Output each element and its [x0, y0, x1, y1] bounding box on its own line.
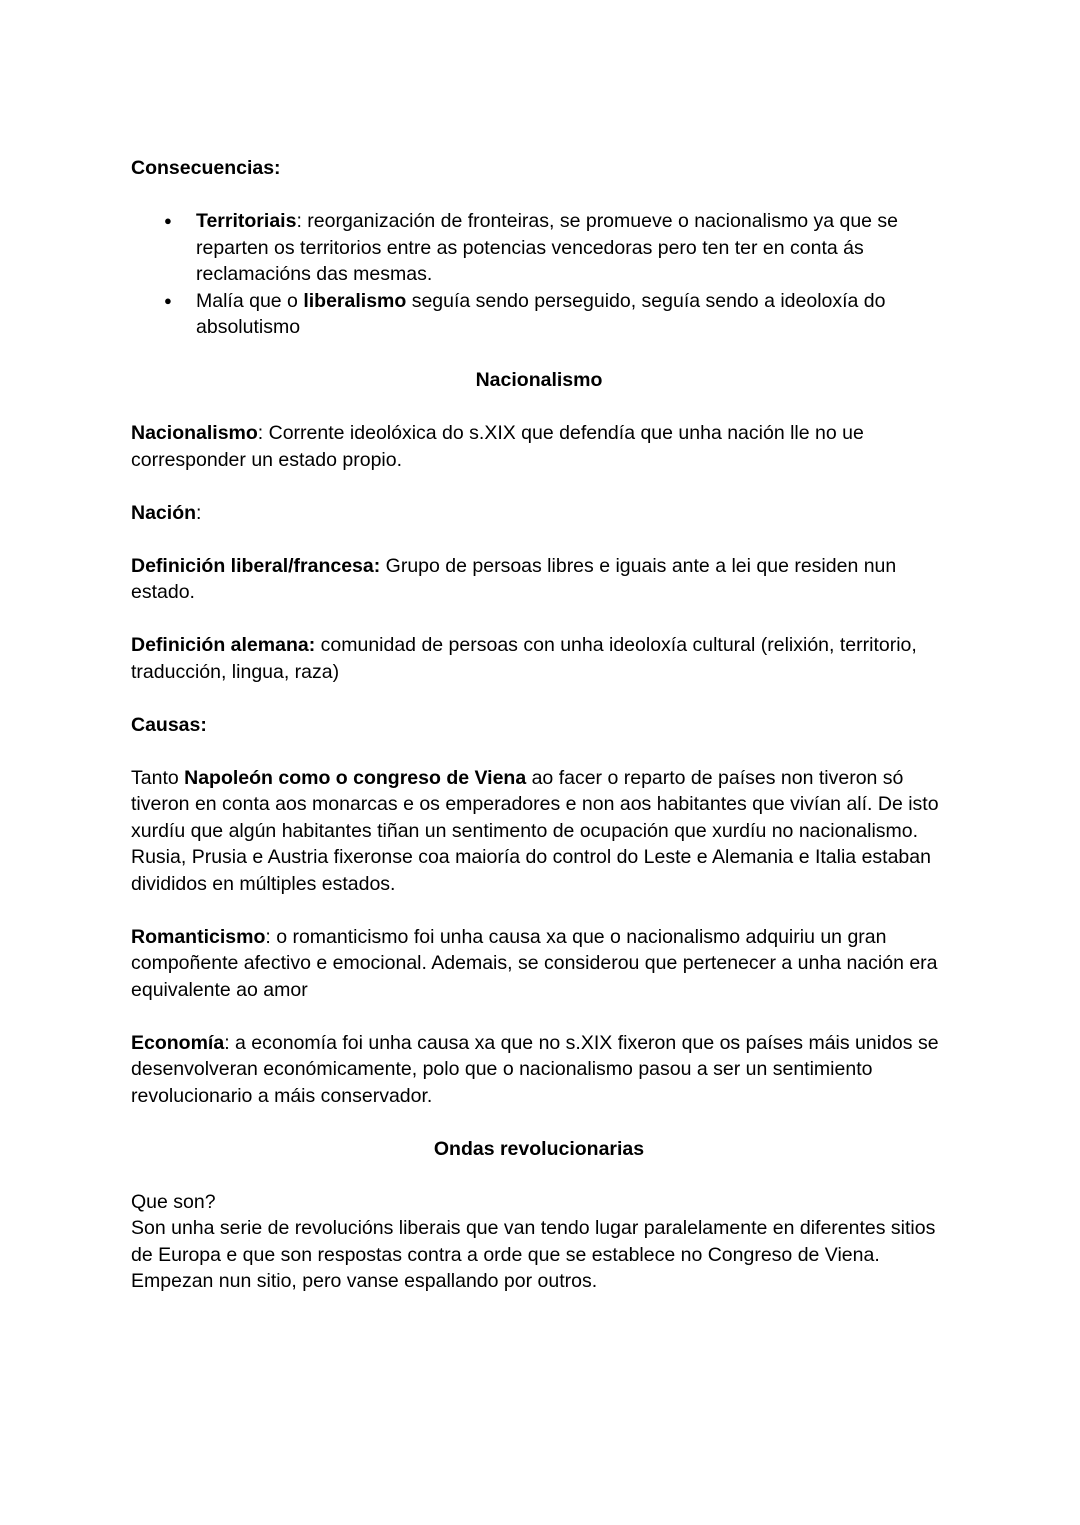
consecuencias-title: Consecuencias:: [131, 157, 281, 179]
list-item-liberalismo: ● Malía que o liberalismo seguía sendo perseguido, seguía sendo a ideoloxía do absolutismo: [196, 288, 961, 341]
ondas-answer: Son unha serie de revolucións liberais que van tendo lugar paralelamente en diferentes sitios de Europa e que son respostas contra a orde que se establece no Congreso de Viena. Empezan nun sitio, pero vanse espallando por outros.: [131, 1217, 936, 1292]
definicion-liberal: Definición liberal/francesa: Grupo de persoas libres e iguais ante a lei que residen nun estado.: [131, 554, 897, 603]
economia-paragraph: Economía: a economía foi unha causa xa que no s.XIX fixeron que os países máis unidos se desenvolveran económicamente, polo que o nacionalismo pasou a ser un sentimiento revolucionario a máis conservador.: [131, 1031, 939, 1107]
causas-title: Causas:: [131, 713, 207, 736]
nacionalismo-heading: Nacionalismo: [475, 369, 603, 391]
nacion-label: Nación:: [131, 501, 202, 524]
document-content: [131, 155, 961, 1295]
nacionalismo-definition: Nacionalismo: Corrente ideolóxica do s.XIX que defendía que unha nación lle no ue corresponder un estado propio.: [131, 422, 864, 471]
ondas-question: Que son?: [131, 1190, 216, 1213]
list-item-territoriais: ● Territoriais: reorganización de fronteiras, se promueve o nacionalismo ya que se reparten os territorios entre as potencias vencedoras pero ten ter en conta ás reclamacións das mesmas.: [196, 208, 961, 288]
definicion-alemana: Definición alemana: comunidad de persoas con unha ideoloxía cultural (relixión, territorio, traducción, lingua, raza): [131, 634, 917, 683]
causas-paragraph: Tanto Napoleón como o congreso de Viena ao facer o reparto de países non tiveron só tiveron en conta aos monarcas e os emperadores e non aos habitantes que vivían alí. De isto xurdíu que algún habitantes tiñan un sentimento de ocupación que xurdíu no nacionalismo. Rusia, Prusia e Austria fixeronse coa maioría do control do Leste e Alemania e Italia estaban divididos en múltiples estados.: [131, 766, 939, 895]
consecuencias-list: [131, 208, 961, 341]
romanticismo-paragraph: Romanticismo: o romanticismo foi unha causa xa que o nacionalismo adquiriu un gran compoñente afectivo e emocional. Ademais, se considerou que pertenecer a unha nación era equivalente ao amor: [131, 925, 938, 1001]
ondas-heading: Ondas revolucionarias: [433, 1137, 645, 1160]
